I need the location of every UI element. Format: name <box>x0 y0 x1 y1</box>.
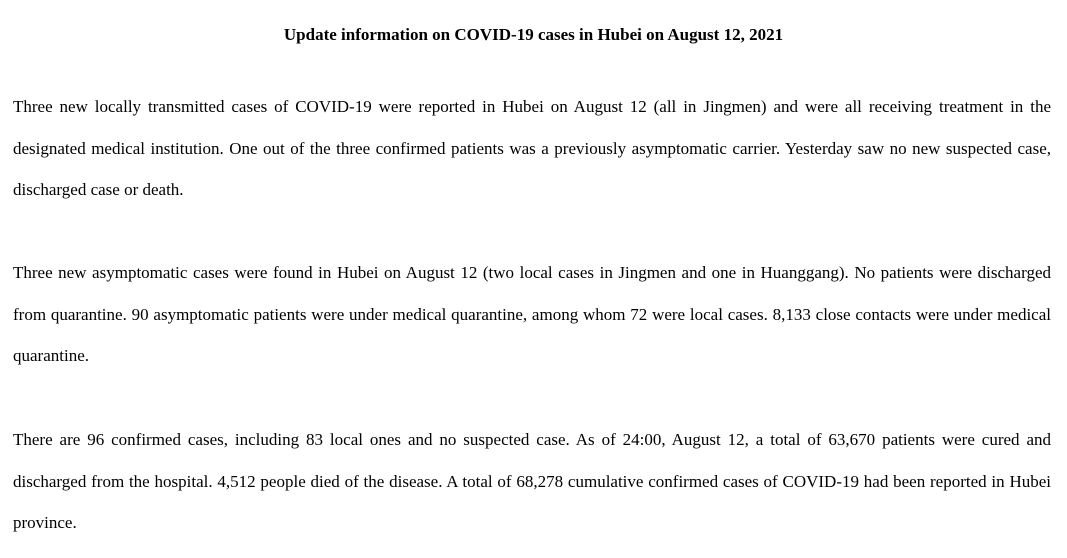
paragraph-asymptomatic-cases: Three new asymptomatic cases were found in Hubei on August 12 (two local cases in Jingmen and one in Huanggang). No patients were discharged from quarantine. 90 asymptomatic patients were under medical quarantine, among whom 72 were local cases. 8,133 close contacts were under medical quarantine. <box>13 263 1051 365</box>
page-title: Update information on COVID-19 cases in Hubei on August 12, 2021 <box>283 25 784 44</box>
paragraph-new-cases: Three new locally transmitted cases of COVID-19 were reported in Hubei on August 12 (all in Jingmen) and were all receiving treatment in the designated medical institution. One out of the three confirmed patients was a previously asymptomatic carrier. Yesterday saw no new suspected case, discharged case or death. <box>13 97 1051 199</box>
paragraph-cumulative-totals: There are 96 confirmed cases, including 83 local ones and no suspected case. As of 24:00, August 12, a total of 63,670 patients were cured and discharged from the hospital. 4,512 people died of the disease. A total of 68,278 cumulative confirmed cases of COVID-19 had been reported in Hubei province. <box>13 430 1051 532</box>
